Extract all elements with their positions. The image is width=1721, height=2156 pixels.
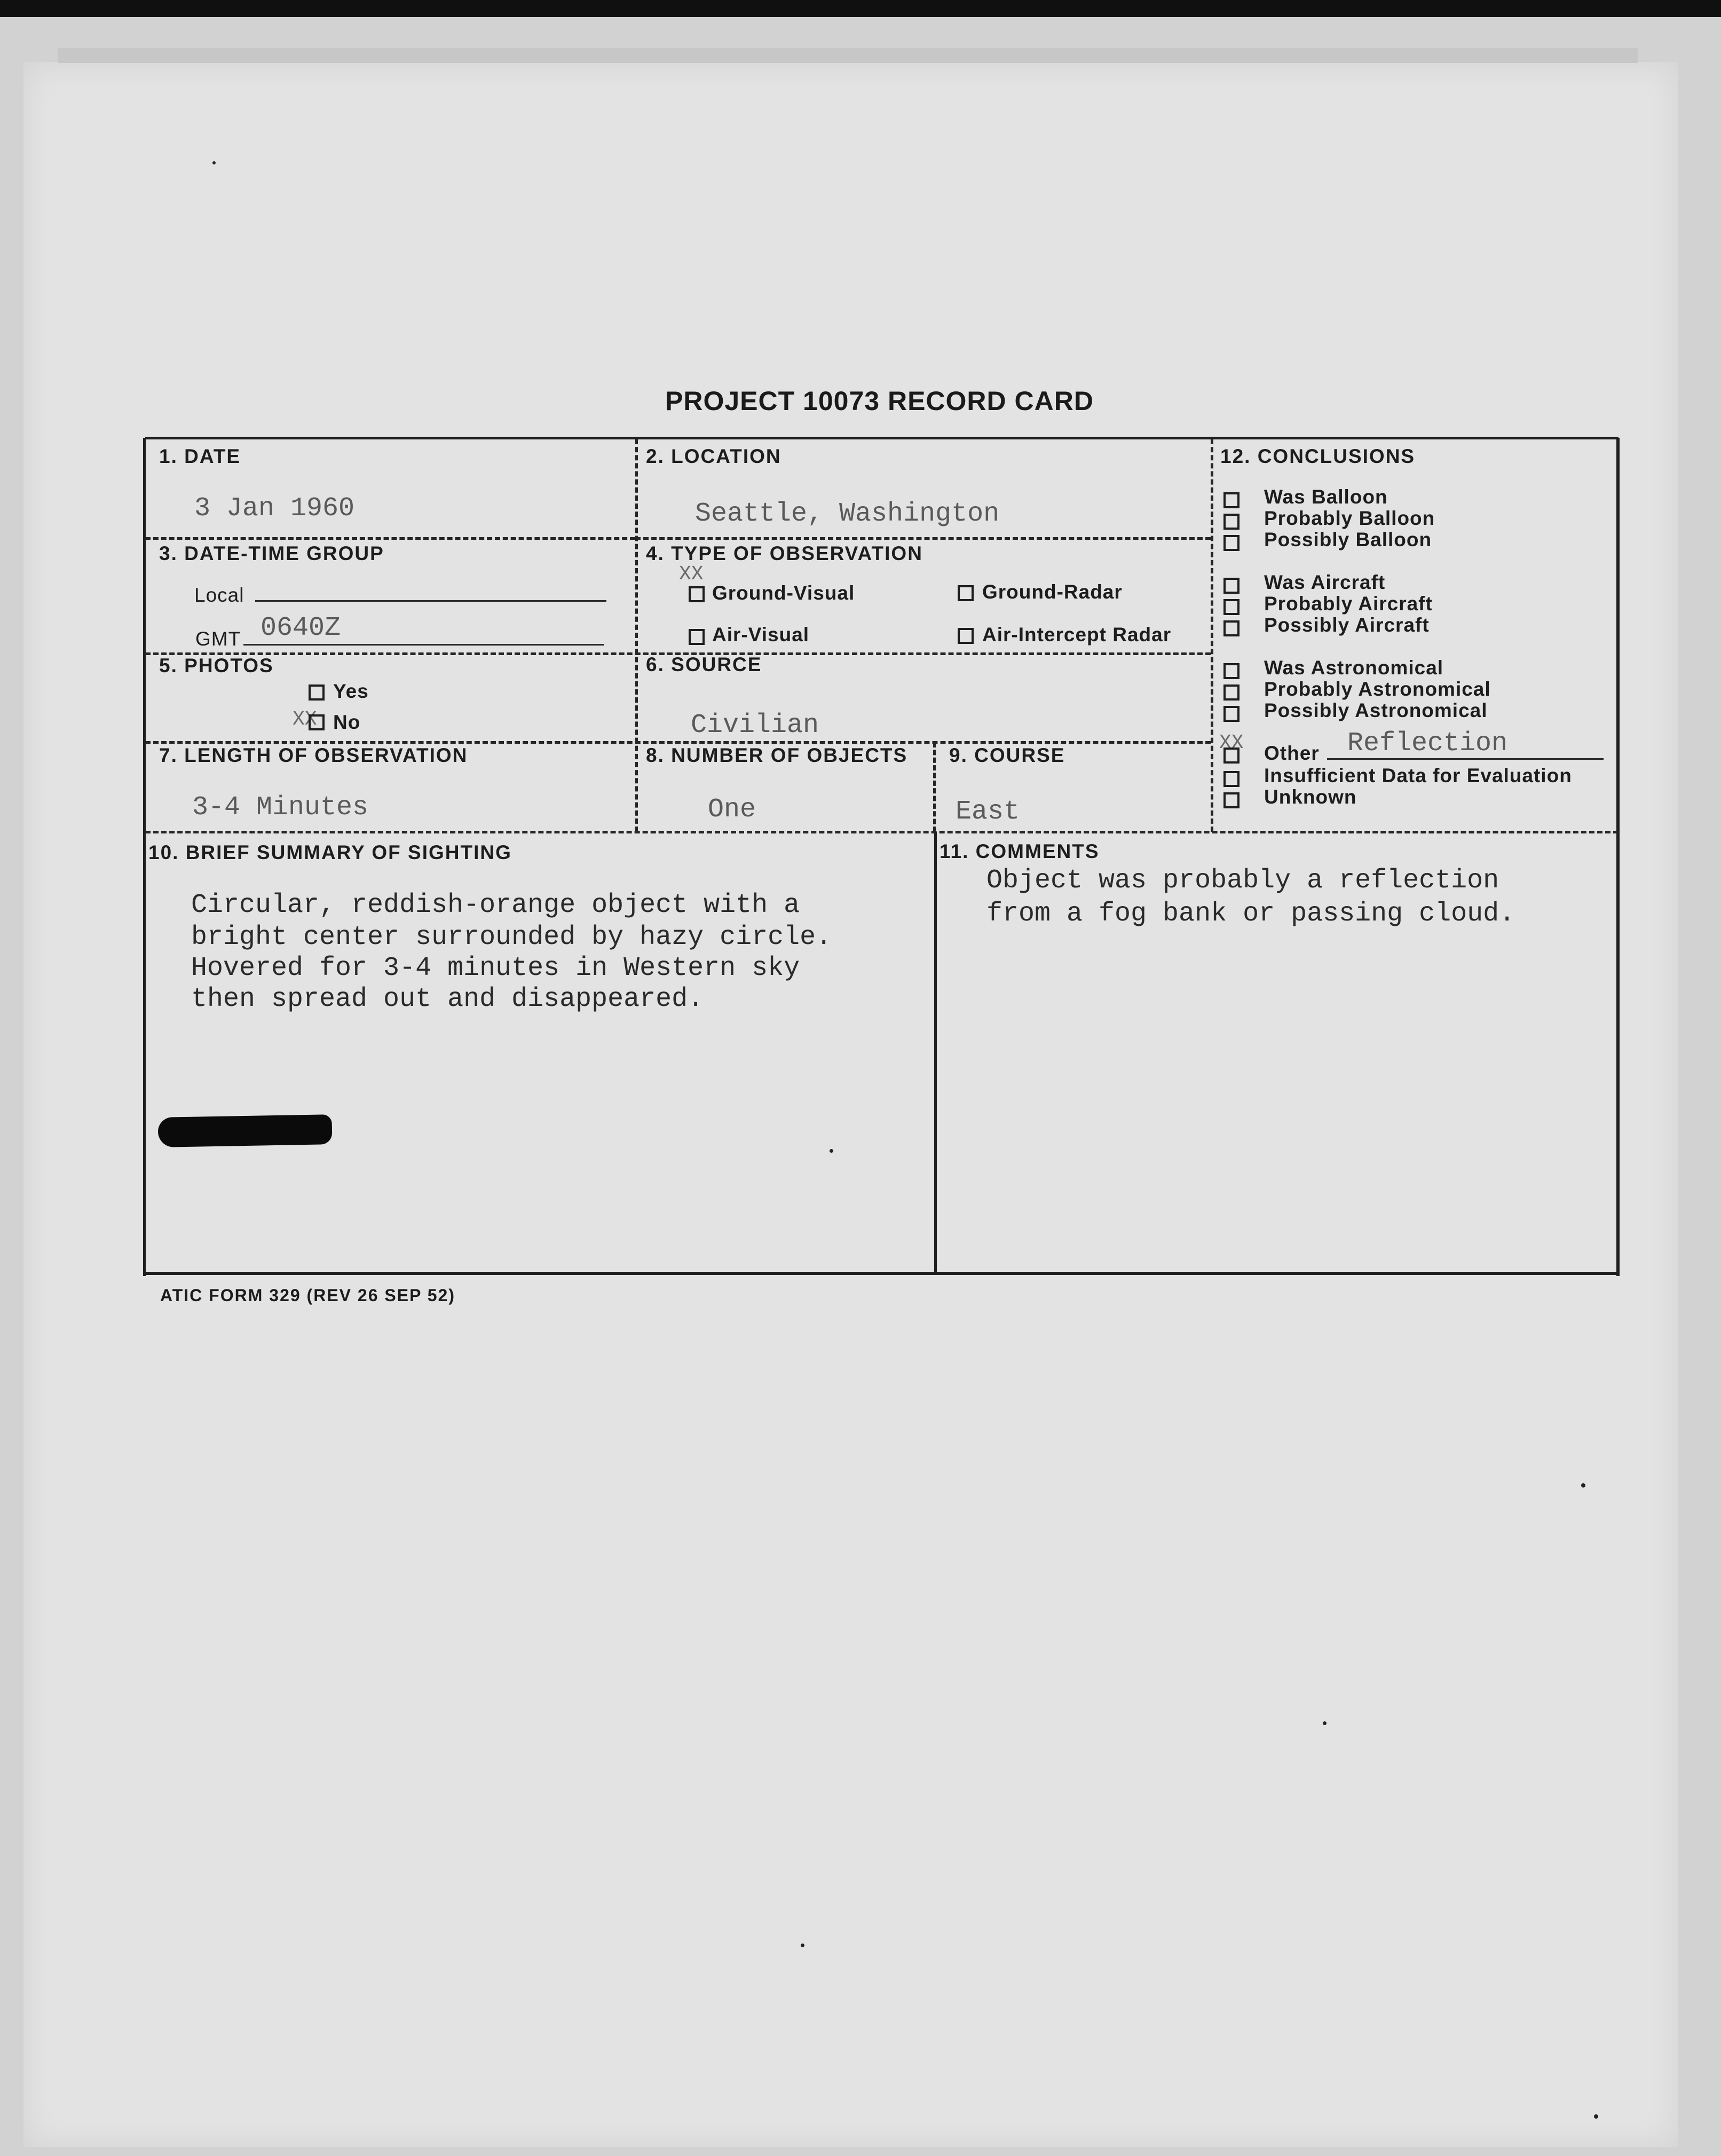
possibly-balloon-label: Possibly Balloon xyxy=(1264,529,1432,550)
divider-v4 xyxy=(934,832,937,1273)
scan-top-border xyxy=(0,0,1721,17)
probably-aircraft-label: Probably Aircraft xyxy=(1264,593,1433,615)
course-value: East xyxy=(956,797,1020,827)
divider-h-row1b xyxy=(145,537,635,540)
summary-line-4: then spread out and disappeared. xyxy=(191,984,704,1014)
photos-yes-checkbox[interactable] xyxy=(309,684,325,701)
observation-type-label: 4. TYPE OF OBSERVATION xyxy=(646,542,923,564)
was-balloon-checkbox[interactable] xyxy=(1223,492,1240,508)
divider-v1 xyxy=(635,439,638,832)
was-astronomical-checkbox[interactable] xyxy=(1223,663,1240,679)
ground-visual-label: Ground-Visual xyxy=(712,582,855,604)
summary-label: 10. BRIEF SUMMARY OF SIGHTING xyxy=(148,841,512,863)
other-checkbox[interactable] xyxy=(1223,747,1240,764)
photos-no-label: No xyxy=(333,711,361,733)
datetime-label: 3. DATE-TIME GROUP xyxy=(159,542,384,564)
location-label: 2. LOCATION xyxy=(646,445,781,467)
ground-radar-label: Ground-Radar xyxy=(982,581,1123,603)
scan-speck xyxy=(1581,1483,1585,1488)
objects-label: 8. NUMBER OF OBJECTS xyxy=(646,744,908,766)
was-aircraft-label: Was Aircraft xyxy=(1264,571,1386,593)
air-visual-checkbox[interactable] xyxy=(689,629,705,645)
unknown-checkbox[interactable] xyxy=(1223,792,1240,808)
divider-h-row4 xyxy=(145,831,1619,833)
possibly-aircraft-checkbox[interactable] xyxy=(1223,620,1240,636)
ground-visual-checkbox[interactable] xyxy=(689,586,705,602)
possibly-aircraft-label: Possibly Aircraft xyxy=(1264,614,1430,636)
probably-astronomical-checkbox[interactable] xyxy=(1223,684,1240,701)
divider-h-row1 xyxy=(635,537,1211,540)
source-label: 6. SOURCE xyxy=(646,654,762,675)
card-border-left xyxy=(143,438,146,1276)
scan-speck xyxy=(212,161,216,164)
gmt-label: GMT xyxy=(195,628,241,650)
other-value: Reflection xyxy=(1347,728,1508,759)
probably-balloon-checkbox[interactable] xyxy=(1223,514,1240,530)
date-value: 3 Jan 1960 xyxy=(194,493,355,524)
comments-line-1: Object was probably a reflection xyxy=(986,865,1499,896)
possibly-astronomical-label: Possibly Astronomical xyxy=(1264,699,1488,721)
comments-label: 11. COMMENTS xyxy=(940,840,1100,862)
card-border-top xyxy=(145,437,1619,439)
local-label: Local xyxy=(194,584,244,606)
card-title: PROJECT 10073 RECORD CARD xyxy=(665,386,1094,416)
summary-line-2: bright center surrounded by hazy circle. xyxy=(191,922,832,953)
insufficient-data-checkbox[interactable] xyxy=(1223,771,1240,787)
was-aircraft-checkbox[interactable] xyxy=(1223,578,1240,594)
card-border-bottom xyxy=(143,1272,1620,1275)
source-value: Civilian xyxy=(691,710,819,741)
location-value: Seattle, Washington xyxy=(695,499,1000,529)
ground-radar-checkbox[interactable] xyxy=(958,585,974,601)
scan-speck xyxy=(801,1943,804,1947)
unknown-label: Unknown xyxy=(1264,786,1357,808)
summary-line-3: Hovered for 3-4 minutes in Western sky xyxy=(191,953,800,983)
photos-no-check-mark: XX xyxy=(293,708,317,731)
air-visual-label: Air-Visual xyxy=(712,624,810,646)
possibly-balloon-checkbox[interactable] xyxy=(1223,535,1240,551)
gmt-line xyxy=(243,644,604,646)
redaction-mark xyxy=(158,1114,333,1147)
scan-speck xyxy=(1594,2114,1598,2119)
divider-h-row3 xyxy=(145,741,1211,744)
paper-sheet xyxy=(23,62,1678,2147)
photos-no-checkbox[interactable] xyxy=(309,714,325,730)
divider-v3 xyxy=(933,742,936,832)
length-label: 7. LENGTH OF OBSERVATION xyxy=(159,744,468,766)
scan-speck xyxy=(1323,1721,1327,1725)
was-balloon-label: Was Balloon xyxy=(1264,486,1388,508)
probably-aircraft-checkbox[interactable] xyxy=(1223,599,1240,615)
air-intercept-radar-label: Air-Intercept Radar xyxy=(982,624,1172,646)
insufficient-data-label: Insufficient Data for Evaluation xyxy=(1264,765,1572,786)
date-label: 1. DATE xyxy=(159,445,241,467)
other-check-mark: XX xyxy=(1219,731,1244,754)
card-border-right xyxy=(1616,438,1620,1276)
probably-balloon-label: Probably Balloon xyxy=(1264,507,1435,529)
objects-value: One xyxy=(708,794,756,825)
was-astronomical-label: Was Astronomical xyxy=(1264,657,1444,679)
air-intercept-radar-checkbox[interactable] xyxy=(958,628,974,644)
other-line xyxy=(1327,758,1604,760)
other-label: Other xyxy=(1264,742,1320,764)
gmt-value: 0640Z xyxy=(260,613,341,643)
paper-top-edge xyxy=(58,48,1638,63)
divider-v2 xyxy=(1211,439,1213,832)
length-value: 3-4 Minutes xyxy=(192,792,369,823)
local-line xyxy=(255,600,606,602)
summary-line-1: Circular, reddish-orange object with a xyxy=(191,890,800,920)
conclusions-label: 12. CONCLUSIONS xyxy=(1220,445,1416,467)
photos-label: 5. PHOTOS xyxy=(159,655,274,676)
scan-speck xyxy=(830,1149,833,1153)
probably-astronomical-label: Probably Astronomical xyxy=(1264,678,1491,700)
form-number: ATIC FORM 329 (REV 26 SEP 52) xyxy=(160,1286,455,1305)
photos-yes-label: Yes xyxy=(333,680,369,702)
comments-line-2: from a fog bank or passing cloud. xyxy=(986,899,1515,929)
ground-visual-check-mark: XX xyxy=(679,563,704,586)
possibly-astronomical-checkbox[interactable] xyxy=(1223,706,1240,722)
course-label: 9. COURSE xyxy=(949,744,1065,766)
